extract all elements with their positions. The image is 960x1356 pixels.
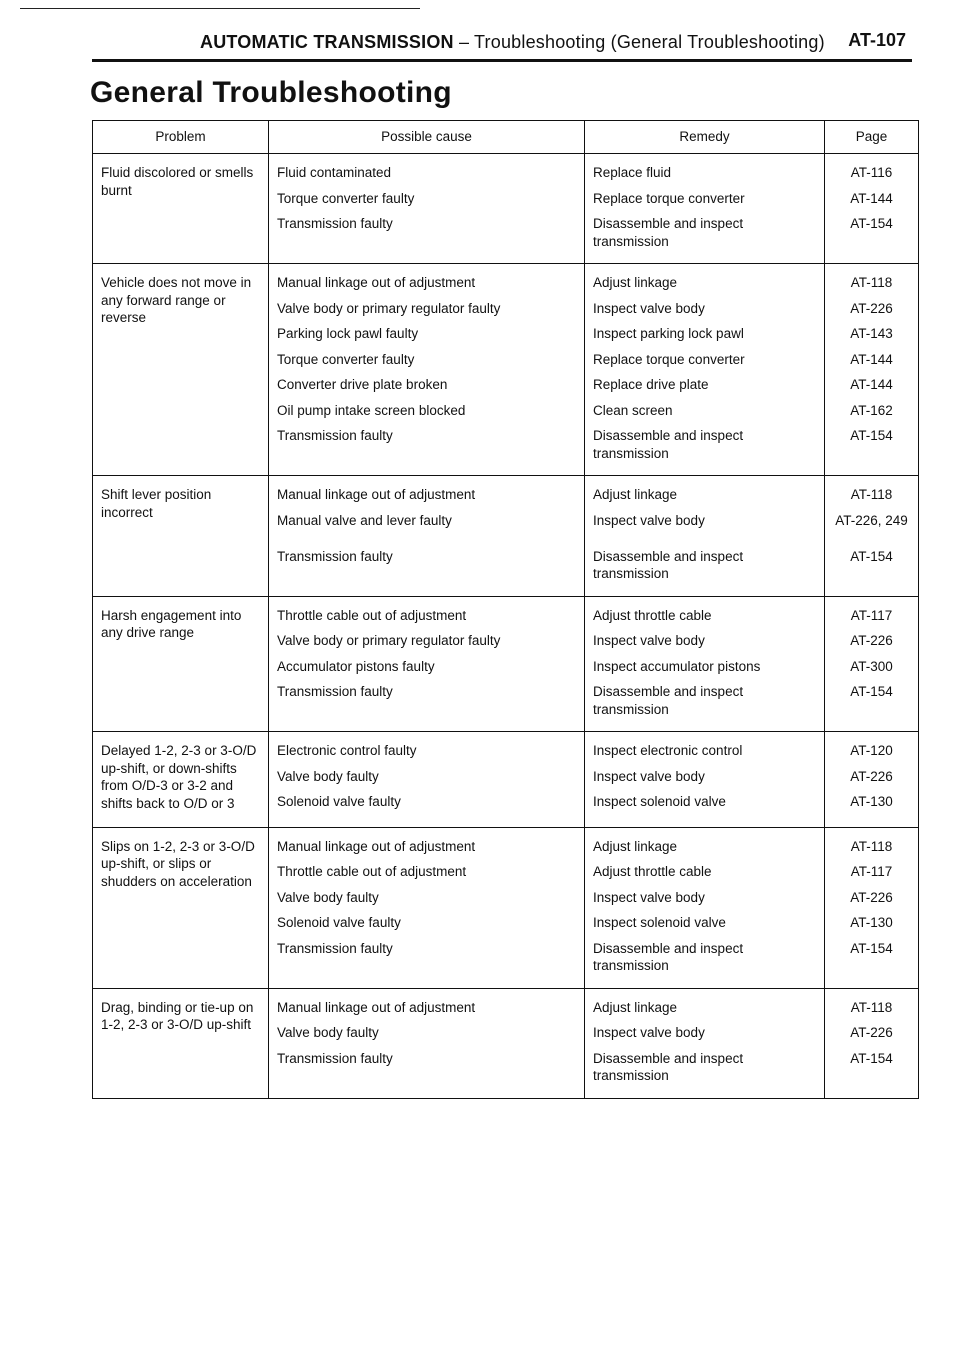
remedy-cell	[585, 264, 825, 476]
remedy-cell	[585, 827, 825, 988]
problem-text: Slips on 1-2, 2-3 or 3-O/D up-shift, or slips or shudders on acceleration	[101, 838, 255, 889]
remedy-text: Replace drive plate	[593, 377, 709, 392]
possible-cause-text: Transmission faulty	[277, 428, 393, 443]
remedy-text: Disassemble and inspect transmission	[593, 216, 744, 249]
page-reference-cell	[825, 827, 919, 988]
possible-cause-text: Transmission faulty	[277, 684, 393, 699]
remedy-text: Inspect parking lock pawl	[593, 326, 744, 341]
page-reference-cell	[825, 732, 919, 828]
possible-cause-text: Transmission faulty	[277, 216, 393, 231]
page-reference-text: AT-118	[850, 838, 893, 854]
remedy-text: Inspect valve body	[593, 300, 705, 316]
possible-cause-text: Valve body faulty	[277, 1025, 379, 1040]
page-reference-text: AT-144	[850, 351, 893, 367]
remedy-text: Inspect valve body	[593, 768, 705, 784]
page-reference-text: AT-154	[850, 1050, 893, 1066]
page-header	[92, 26, 912, 62]
possible-cause-text: Accumulator pistons faulty	[277, 658, 435, 674]
table-row	[93, 476, 919, 597]
possible-cause-cell	[269, 264, 585, 476]
remedy-cell	[585, 988, 825, 1098]
header-section: AUTOMATIC TRANSMISSION	[200, 32, 454, 52]
remedy-text: Adjust throttle cable	[593, 864, 712, 879]
header-rule	[92, 59, 912, 62]
remedy-text: Inspect valve body	[593, 633, 705, 648]
possible-cause-text: Torque converter faulty	[277, 351, 415, 367]
page-reference-text: AT-162	[850, 402, 893, 418]
remedy-text: Inspect solenoid valve	[593, 794, 726, 809]
column-header-possible-cause: Possible cause	[269, 121, 585, 154]
possible-cause-text: Parking lock pawl faulty	[277, 326, 419, 341]
remedy-text: Inspect valve body	[593, 1025, 705, 1040]
page-reference-text: AT-300	[850, 658, 893, 674]
remedy-text: Adjust linkage	[593, 838, 678, 854]
page-reference-text: AT-226	[850, 300, 893, 316]
page-reference-text: AT-130	[850, 915, 893, 930]
page-reference-text: AT-143	[850, 326, 893, 341]
page-reference-text: AT-144	[850, 377, 893, 392]
table-row	[93, 988, 919, 1098]
possible-cause-text: Manual valve and lever faulty	[277, 512, 452, 528]
page-reference-text: AT-144	[850, 190, 893, 206]
page-reference-cell	[825, 476, 919, 597]
page-reference-text: AT-120	[850, 743, 893, 758]
possible-cause-text: Electronic control faulty	[277, 743, 417, 758]
problem-text: Shift lever position incorrect	[101, 487, 212, 520]
page-reference-text: AT-154	[850, 216, 893, 231]
possible-cause-text: Torque converter faulty	[277, 190, 415, 206]
header-subtitle: – Troubleshooting (General Troubleshooting)	[458, 32, 825, 52]
page-number: AT-107	[848, 30, 906, 50]
remedy-text: Replace torque converter	[593, 351, 745, 367]
possible-cause-text: Throttle cable out of adjustment	[277, 864, 467, 879]
page-reference-text: AT-226, 249	[835, 512, 908, 528]
remedy-text: Disassemble and inspect transmission	[593, 548, 744, 582]
page-reference-text: AT-154	[850, 684, 893, 699]
column-header-page: Page	[825, 121, 919, 154]
possible-cause-text: Solenoid valve faulty	[277, 794, 401, 809]
troubleshooting-table	[92, 120, 919, 1099]
remedy-text: Inspect electronic control	[593, 743, 743, 758]
remedy-text: Inspect valve body	[593, 512, 705, 528]
page-title: General Troubleshooting	[90, 76, 452, 109]
problem-cell	[93, 476, 269, 597]
possible-cause-text: Oil pump intake screen blocked	[277, 402, 466, 418]
remedy-text: Adjust linkage	[593, 487, 678, 502]
page-reference-text: AT-118	[850, 999, 893, 1015]
remedy-text: Inspect valve body	[593, 889, 705, 905]
remedy-cell	[585, 596, 825, 732]
possible-cause-text: Manual linkage out of adjustment	[277, 999, 476, 1015]
possible-cause-cell	[269, 476, 585, 597]
remedy-text: Replace torque converter	[593, 190, 745, 206]
problem-text: Delayed 1-2, 2-3 or 3-O/D up-shift, or down-shifts from O/D-3 or 3-2 and shifts back to O/D or 3	[101, 743, 257, 811]
possible-cause-text: Manual linkage out of adjustment	[277, 275, 476, 290]
table-row	[93, 732, 919, 828]
page-reference-text: AT-118	[850, 275, 893, 290]
possible-cause-text: Converter drive plate broken	[277, 377, 448, 392]
possible-cause-text: Transmission faulty	[277, 940, 393, 956]
possible-cause-cell	[269, 154, 585, 264]
possible-cause-cell	[269, 988, 585, 1098]
possible-cause-text: Throttle cable out of adjustment	[277, 607, 467, 623]
possible-cause-text: Valve body or primary regulator faulty	[277, 633, 501, 648]
page-reference-text: AT-226	[850, 889, 893, 905]
problem-cell	[93, 596, 269, 732]
possible-cause-text: Valve body faulty	[277, 768, 379, 784]
page-reference-text: AT-130	[850, 794, 893, 809]
table-header-row	[93, 121, 919, 154]
problem-cell	[93, 732, 269, 828]
problem-text: Harsh engagement into any drive range	[101, 607, 242, 641]
remedy-cell	[585, 732, 825, 828]
top-divider-line	[20, 8, 420, 9]
possible-cause-text: Fluid contaminated	[277, 165, 392, 180]
possible-cause-text: Manual linkage out of adjustment	[277, 487, 476, 502]
remedy-text: Disassemble and inspect transmission	[593, 428, 744, 461]
page-reference-text: AT-154	[850, 940, 893, 956]
table-row	[93, 596, 919, 732]
problem-text: Drag, binding or tie-up on 1-2, 2-3 or 3-O/D up-shift	[101, 999, 254, 1033]
remedy-text: Disassemble and inspect transmission	[593, 684, 744, 717]
page-reference-text: AT-116	[850, 165, 893, 180]
possible-cause-text: Transmission faulty	[277, 548, 393, 564]
page-reference-text: AT-117	[850, 864, 893, 879]
page-reference-text: AT-117	[850, 607, 893, 623]
remedy-text: Adjust linkage	[593, 999, 678, 1015]
problem-cell	[93, 827, 269, 988]
remedy-cell	[585, 476, 825, 597]
problem-text: Vehicle does not move in any forward range or reverse	[101, 275, 252, 326]
page-reference-cell	[825, 264, 919, 476]
remedy-text: Clean screen	[593, 402, 673, 418]
remedy-text: Disassemble and inspect transmission	[593, 1050, 744, 1084]
column-header-problem: Problem	[93, 121, 269, 154]
problem-text: Fluid discolored or smells burnt	[101, 165, 254, 198]
page-reference-cell	[825, 596, 919, 732]
page-reference-text: AT-118	[850, 487, 893, 502]
problem-cell	[93, 154, 269, 264]
page-reference-text: AT-154	[850, 548, 893, 564]
table-row	[93, 827, 919, 988]
table-row	[93, 154, 919, 264]
possible-cause-cell	[269, 732, 585, 828]
table-body	[93, 154, 919, 1099]
page-reference-cell	[825, 154, 919, 264]
possible-cause-text: Solenoid valve faulty	[277, 915, 401, 930]
problem-cell	[93, 264, 269, 476]
remedy-cell	[585, 154, 825, 264]
page-reference-text: AT-226	[850, 1025, 893, 1040]
possible-cause-cell	[269, 596, 585, 732]
remedy-text: Replace fluid	[593, 165, 672, 180]
remedy-text: Inspect solenoid valve	[593, 915, 726, 930]
page-reference-text: AT-226	[850, 768, 893, 784]
possible-cause-text: Transmission faulty	[277, 1050, 393, 1066]
remedy-text: Disassemble and inspect transmission	[593, 940, 744, 974]
problem-cell	[93, 988, 269, 1098]
possible-cause-cell	[269, 827, 585, 988]
page-reference-cell	[825, 988, 919, 1098]
remedy-text: Adjust linkage	[593, 275, 678, 290]
header-text	[200, 32, 825, 53]
remedy-text: Adjust throttle cable	[593, 607, 712, 623]
possible-cause-text: Valve body faulty	[277, 889, 379, 905]
column-header-remedy: Remedy	[585, 121, 825, 154]
possible-cause-text: Valve body or primary regulator faulty	[277, 300, 501, 316]
page-reference-text: AT-226	[850, 633, 893, 648]
possible-cause-text: Manual linkage out of adjustment	[277, 838, 476, 854]
page-reference-text: AT-154	[850, 428, 893, 443]
table-row	[93, 264, 919, 476]
remedy-text: Inspect accumulator pistons	[593, 658, 761, 674]
